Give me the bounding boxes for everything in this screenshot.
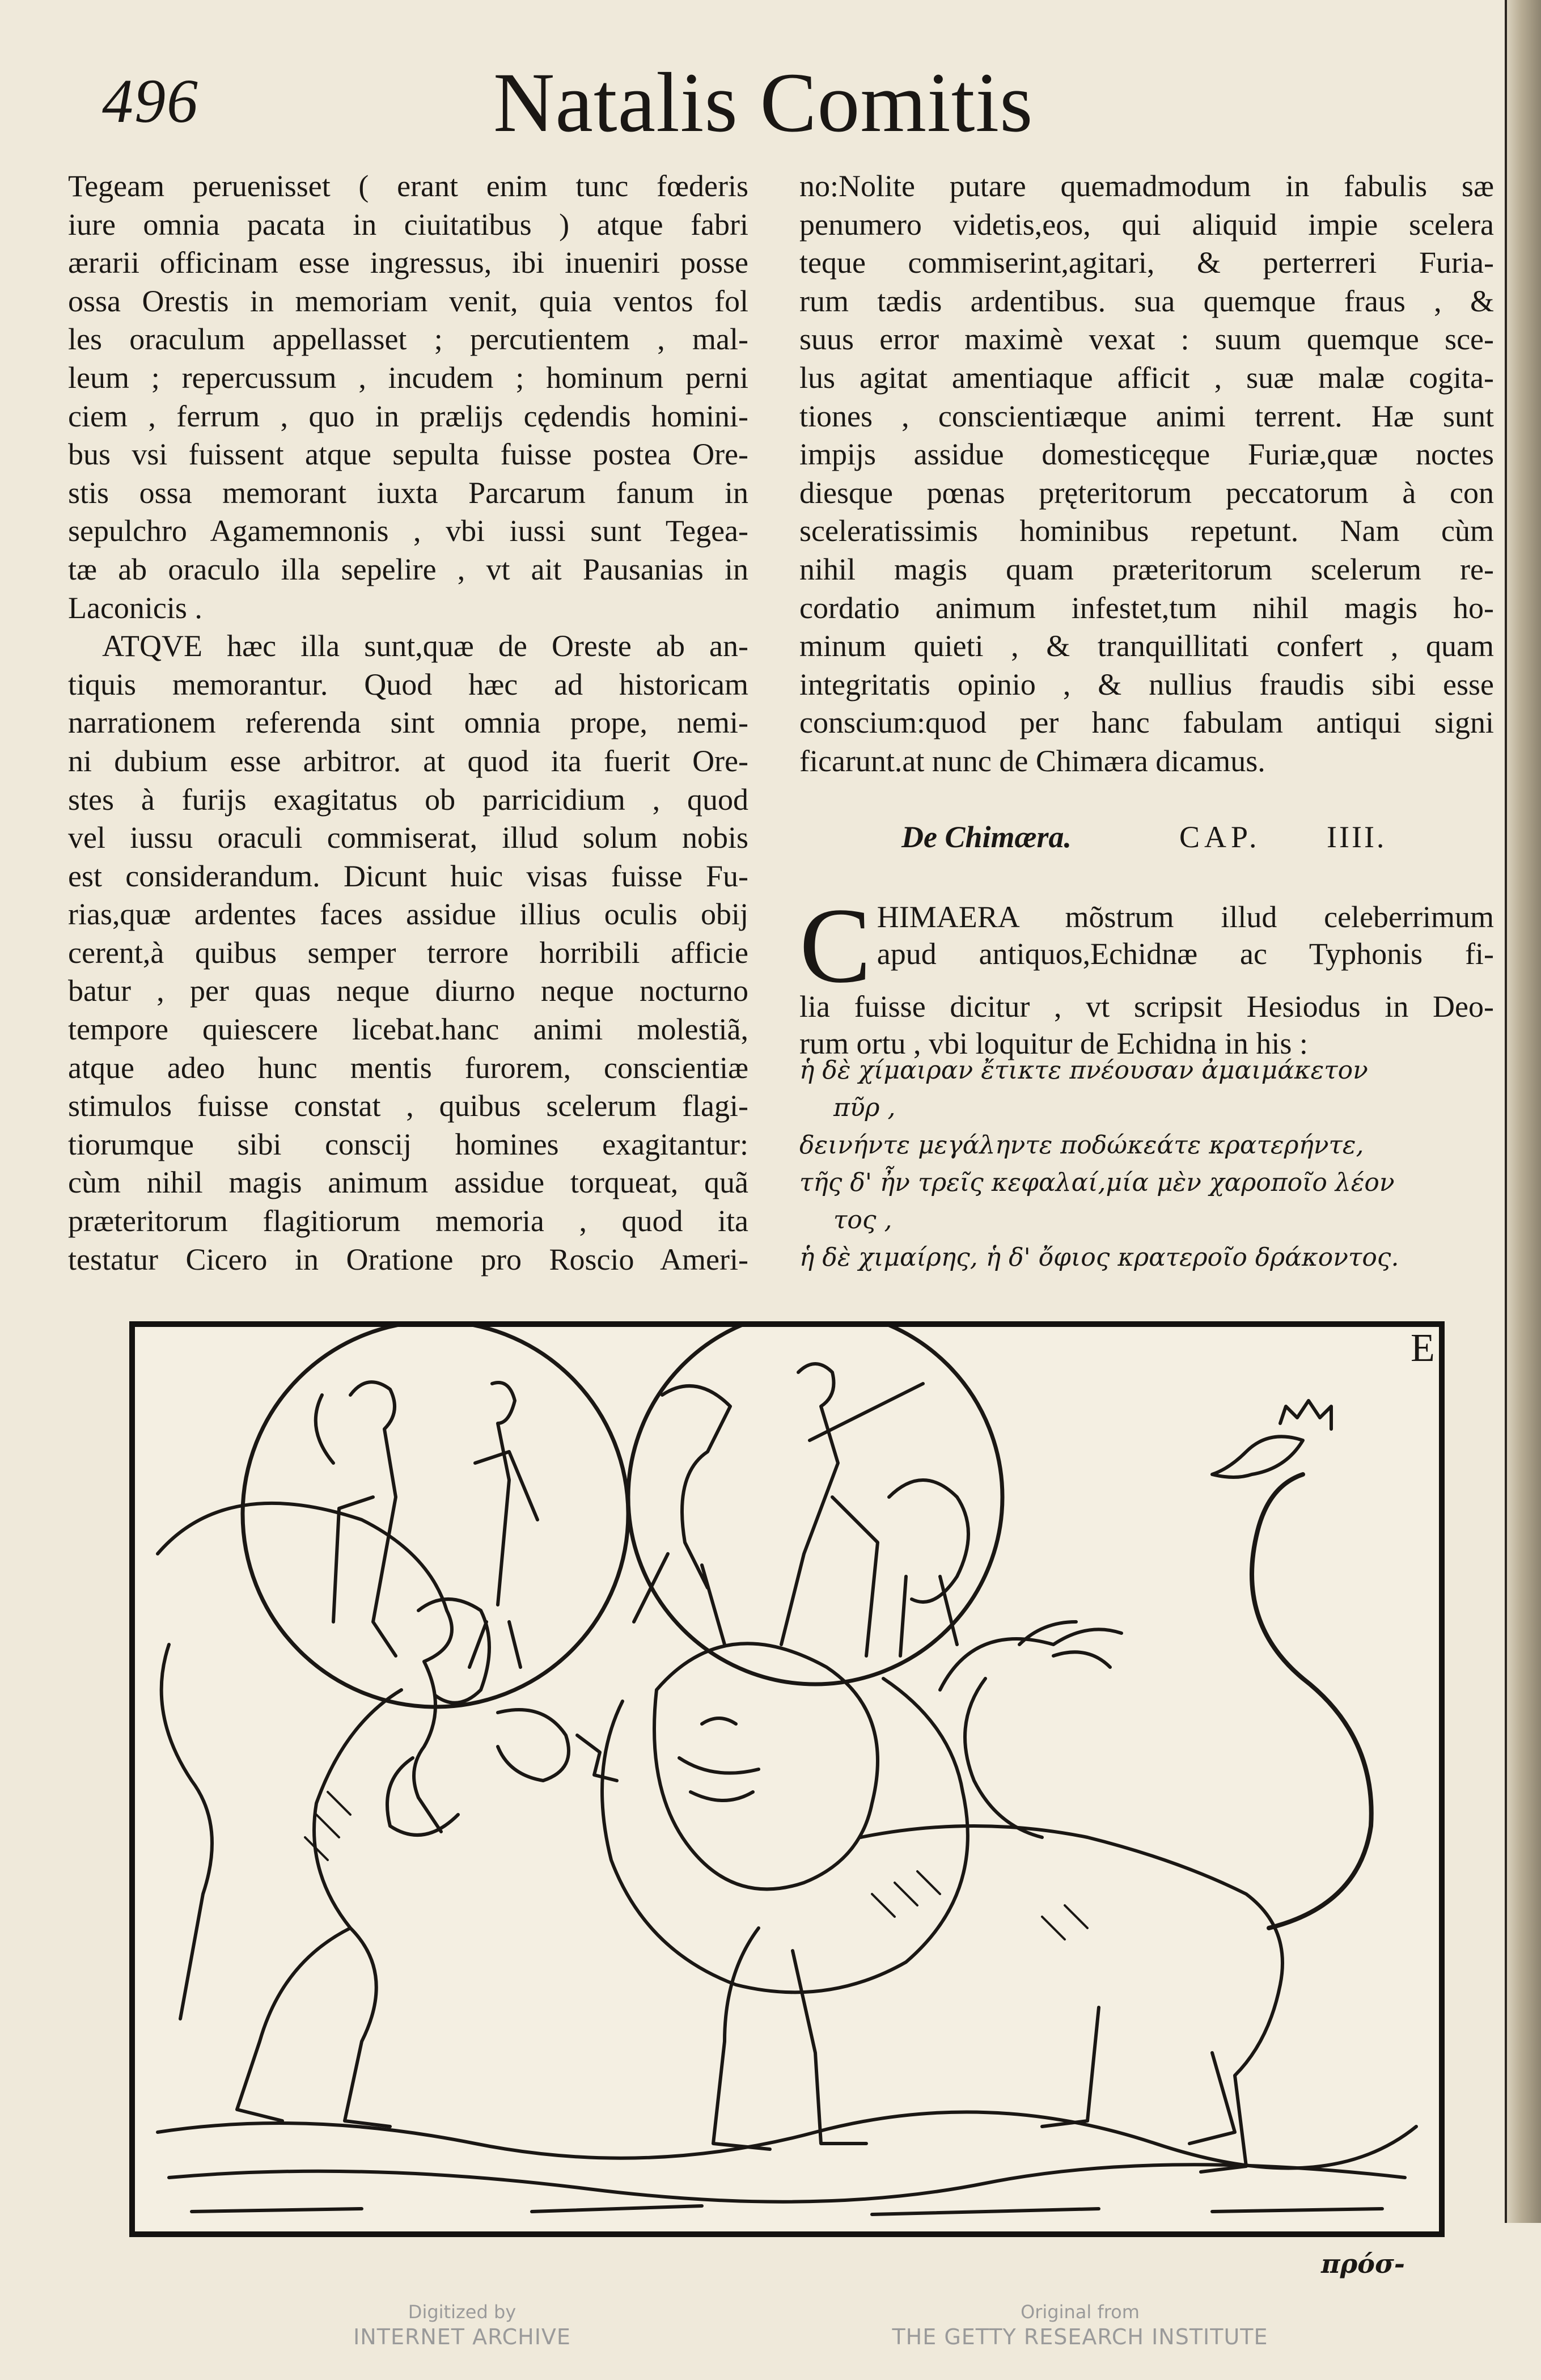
text-line: ni dubium esse arbitror. at quod ita fuerit Ore- (68, 743, 748, 778)
text-line: minum quieti , & tranquillitati confert , quam (799, 629, 1494, 663)
text-line: bus vsi fuissent atque sepulta fuisse postea Ore- (68, 437, 748, 472)
text-line: stimulos fuisse constat , quibus scelerum flagi- (68, 1089, 748, 1123)
text-line: nihil magis quam præteritorum scelerum re- (799, 552, 1494, 586)
footer-left-big: INTERNET ARCHIVE (353, 2324, 571, 2349)
text-line: cordatio animum infestet,tum nihil magis ho- (799, 590, 1494, 625)
greek-verse-line: δεινήντε μεγάληντε ποδώκεάτε κρατερήντε, (799, 1131, 1364, 1160)
chapter-opening (799, 886, 1494, 1062)
text-line: tæ ab oraculo illa sepelire , vt ait Pausanias in (68, 552, 748, 586)
text-line: ATQVE hæc illa sunt,quæ de Oreste ab an- (102, 629, 748, 663)
text-line: narrationem referenda sint omnia prope, nemi- (68, 705, 748, 740)
text-line: HIMAERA mõstrum illud celeberrimum (877, 900, 1494, 934)
page-edge (1507, 0, 1541, 2223)
catchword: πρόσ- (1321, 2248, 1405, 2279)
greek-verse-line: ἡ δὲ χιμαίρης, ἡ δ' ὄφιος κρατεροῖο δράκοντος. (799, 1243, 1399, 1272)
text-line: vel iussu oraculi commiserat, illud solum nobis (68, 821, 748, 855)
text-line: les oraculum appellasset ; percutientem , mal- (68, 322, 748, 357)
chapter-cap-label: CAP. (1179, 820, 1261, 854)
text-line: diesque pœnas prętеritorum peccatorum à con (799, 475, 1494, 510)
chapter-title: De Chimæra. (901, 820, 1072, 854)
text-line: tiquis memorantur. Quod hæc ad historicam (68, 667, 748, 701)
text-line: ossa Orestis in memoriam venit, quia ventos fol (68, 284, 748, 318)
text-line: est considerandum. Dicunt huic visas fuisse Fu- (68, 859, 748, 893)
woodcut-illustration (135, 1327, 1439, 2231)
text-line: rum ortu , vbi loquitur de Echidna in his : (799, 1026, 1308, 1060)
chapter-number: IIII. (1327, 820, 1387, 854)
text-line: cerent,à quibus semper terrore horribili afficie (68, 935, 748, 970)
text-line: suus error maximè vexat : suum quemque sce- (799, 322, 1494, 357)
text-line: rias,quæ ardentes faces assidue illius oculis obij (68, 897, 748, 932)
text-line: penumero videtis,eos, qui aliquid impie scelera (799, 207, 1494, 242)
greek-verses (799, 1052, 1494, 1276)
text-line: ciem , ferrum , quo in prælijs cędendis homini- (68, 399, 748, 433)
text-line: tiorumque sibi conscij homines exagitantur: (68, 1127, 748, 1161)
text-line: batur , per quas neque diurno neque nocturno (68, 974, 748, 1008)
text-line: integritatis opinio , & nullius fraudis sibi esse (799, 667, 1494, 701)
text-line: ærarii officinam esse ingressus, ibi inueniri posse (68, 246, 748, 280)
page-header (102, 54, 1463, 150)
text-line: testatur Cicero in Oratione pro Roscio Ameri- (68, 1242, 748, 1276)
text-line: sepulchro Agamemnonis , vbi iussi sunt Tegeа- (68, 514, 748, 548)
text-line: lia fuisse dicitur , vt scripsit Hesiodus in Deo- (799, 990, 1494, 1024)
text-line: apud antiquos,Echidnæ ac Typhonis fi- (877, 937, 1494, 971)
drop-cap: C (799, 886, 871, 1005)
text-line: leum ; repercussum , incudem ; hominum perni (68, 360, 748, 395)
greek-verse-line: τῆς δ' ἦν τρεῖς κεφαλαί,μία μὲν χαροποῖο λέον (799, 1168, 1395, 1197)
text-line: no:Nolite putare quemadmodum in fabulis sæ (799, 169, 1494, 203)
text-line: præteritorum flagitiorum memoria , quod ita (68, 1204, 748, 1238)
footer-digitized-by (207, 2299, 717, 2349)
text-line: Laconicis . (68, 590, 202, 625)
text-line: stis ossa memorant iuxta Parcarum fanum in (68, 475, 748, 510)
text-line: atque adeo hunc mentis furorem, conscientiæ (68, 1050, 748, 1085)
greek-verse-line: ἡ δὲ χίμαιραν ἔτικτε πνέουσαν ἀμαιμάκετον (799, 1056, 1368, 1085)
page-number: 496 (102, 66, 199, 136)
chapter-heading (799, 819, 1494, 859)
woodcut-corner-letter: E (1411, 1327, 1435, 1370)
text-line: iure omnia pacata in ciuitatibus ) atque fabri (68, 207, 748, 242)
greek-verse-line: πῦρ , (833, 1093, 896, 1122)
text-line: Tegeam peruenisset ( erant enim tunc fœderis (68, 169, 748, 203)
greek-verse-line: τος , (833, 1206, 892, 1235)
text-line: sceleratissimis hominibus repetunt. Nam cùm (799, 514, 1494, 548)
text-line: cùm nihil magis animum assidue torqueat, quã (68, 1165, 748, 1200)
text-line: rum tædis ardentibus. sua quemque fraus , & (799, 284, 1494, 318)
footer-left-small: Digitized by (408, 2301, 517, 2323)
footer-original-from (825, 2299, 1335, 2349)
text-line: conscium:quod per hanc fabulam antiqui signi (799, 705, 1494, 740)
text-line: teque commiserint,agitari, & perterreri Furia- (799, 246, 1494, 280)
text-line: stes à furijs exagitatus ob parricidium , quod (68, 782, 748, 817)
text-line: tempore quiescere licebat.hanc animi molestiã, (68, 1012, 748, 1047)
left-column (68, 167, 748, 1279)
text-line: lus agitat amentiaque afficit , suæ malæ cogita- (799, 360, 1494, 395)
text-line: tiones , conscientiæque animi terrent. Hæ sunt (799, 399, 1494, 433)
running-title: Natalis Comitis (493, 56, 1034, 150)
footer-right-big: THE GETTY RESEARCH INSTITUTE (892, 2324, 1268, 2349)
text-line: ficarunt.at nunc de Chimæra dicamus. (799, 743, 1265, 778)
footer-right-small: Original from (1021, 2301, 1140, 2323)
chimera-woodcut (129, 1321, 1445, 2237)
text-line: impijs assidue domesticęque Furiæ,quæ noctes (799, 437, 1494, 472)
right-column (799, 167, 1494, 781)
